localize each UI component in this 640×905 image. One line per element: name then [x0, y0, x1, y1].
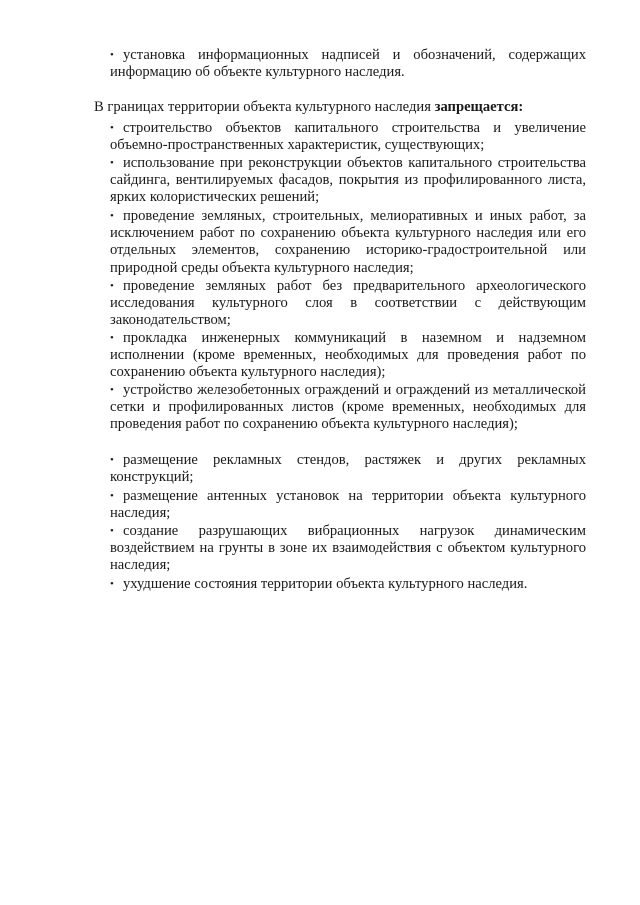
- list-item: [110, 155, 586, 207]
- bullet-icon: •: [110, 490, 114, 502]
- list-item: [110, 488, 586, 522]
- list-item: [110, 330, 586, 382]
- bullet-icon: •: [110, 49, 114, 61]
- list-item-text: установка информационных надписей и обозначений, содержащих информацию об объекте культурного наследия.: [110, 47, 586, 81]
- list-item-text: размещение рекламных стендов, растяжек и других рекламных конструкций;: [110, 452, 586, 486]
- list-item-text: размещение антенных установок на территории объекта культурного наследия;: [110, 488, 586, 522]
- intro-text: В границах территории объекта культурного наследия: [94, 99, 435, 115]
- list-item: [110, 382, 586, 434]
- bullet-icon: •: [110, 384, 114, 396]
- list-item: [110, 278, 586, 330]
- list-item: [110, 452, 586, 486]
- intro-bold: запрещается:: [434, 99, 524, 115]
- bullet-icon: •: [110, 210, 114, 222]
- bullet-icon: •: [110, 157, 114, 169]
- bullet-icon: •: [110, 280, 114, 292]
- list-item-text: проведение земляных, строительных, мелиоративных и иных работ, за исключением работ по сохранению объекта культурного наследия или его отдельных элементов, сохранению историко-градостроительной или природной среды объекта культурного наследия;: [110, 208, 586, 276]
- list-item-text: проведение земляных работ без предварительного археологического исследования культурного слоя в соответствии с действующим законодательством;: [110, 278, 586, 329]
- bullet-icon: •: [110, 454, 114, 466]
- list-item: [110, 47, 586, 81]
- list-item: [110, 208, 586, 277]
- bullet-icon: •: [110, 578, 114, 590]
- list-item-text: устройство железобетонных ограждений и ограждений из металлической сетки и профилированных листов (кроме временных, необходимых для проведения работ по сохранению объекта культурного наследия);: [110, 382, 586, 433]
- list-item-text: ухудшение состояния территории объекта культурного наследия.: [123, 576, 528, 592]
- bullet-icon: •: [110, 525, 114, 537]
- list-item-text: создание разрушающих вибрационных нагрузок динамическим воздействием на грунты в зоне их взаимодействия с объектом культурного наследия;: [110, 523, 586, 574]
- list-item-text: использование при реконструкции объектов капитального строительства сайдинга, вентилируемых фасадов, покрытия из профилированного листа, ярких колористических решений;: [110, 155, 586, 206]
- list-item: [110, 576, 586, 593]
- list-item-text: прокладка инженерных коммуникаций в наземном и надземном исполнении (кроме временных, необходимых для проведения работ по сохранению объекта культурного наследия);: [110, 330, 586, 381]
- list-item: [110, 523, 586, 575]
- list-item-text: строительство объектов капитального строительства и увеличение объемно-пространственных характеристик, существующих;: [110, 120, 586, 154]
- list-item: [110, 120, 586, 154]
- bullet-icon: •: [110, 122, 114, 134]
- section-intro: [94, 99, 586, 116]
- bullet-icon: •: [110, 332, 114, 344]
